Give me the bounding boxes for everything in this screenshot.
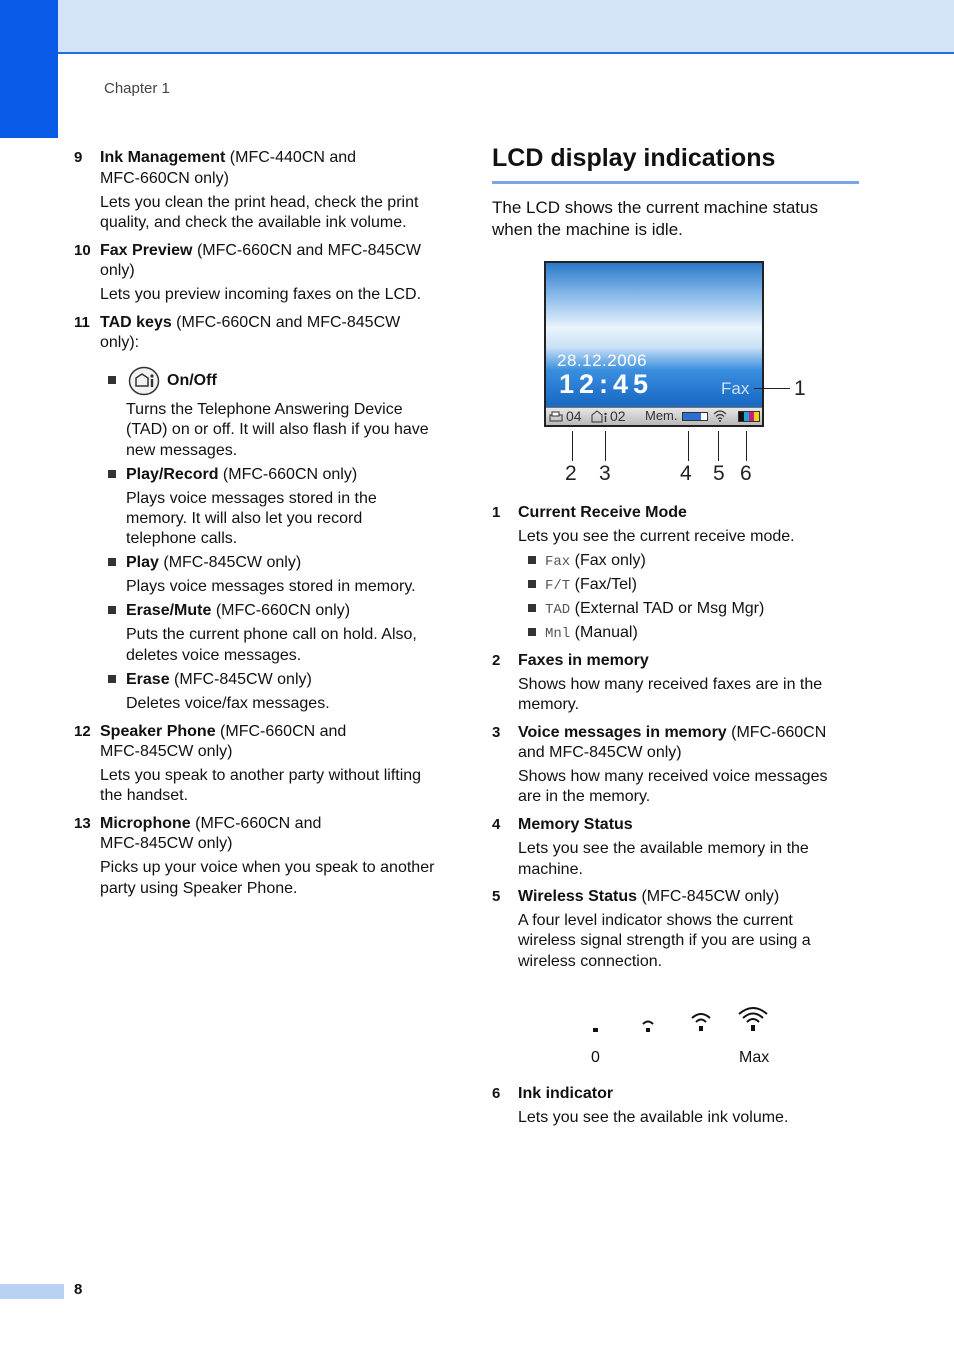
item-number: 3 bbox=[492, 724, 501, 741]
wireless-scale-min: 0 bbox=[591, 1049, 600, 1066]
tad-key-desc: telephone calls. bbox=[126, 530, 238, 547]
item-title: Fax Preview bbox=[100, 242, 193, 259]
ink-indicator-icon bbox=[738, 411, 760, 422]
item-desc: A four level indicator shows the current bbox=[518, 912, 793, 929]
item-title: Wireless Status bbox=[518, 888, 638, 905]
wireless-level-2-icon bbox=[689, 1010, 713, 1034]
chapter-tab bbox=[0, 0, 58, 138]
fax-memory-icon bbox=[549, 411, 563, 422]
lcd-mode: Fax bbox=[721, 379, 750, 398]
bullet bbox=[528, 604, 536, 612]
tad-key-title: Erase bbox=[126, 671, 170, 688]
tad-key-rest: (MFC-660CN only) bbox=[211, 602, 351, 619]
tad-key-rest: (MFC-845CW only) bbox=[169, 671, 312, 688]
mode-code: Fax bbox=[545, 554, 571, 570]
wireless-scale-max: Max bbox=[739, 1049, 770, 1066]
mode-code: TAD bbox=[545, 602, 571, 618]
item-title-line2: MFC-660CN only) bbox=[100, 170, 229, 187]
item-number: 1 bbox=[492, 504, 501, 521]
mode-item bbox=[545, 623, 638, 645]
tad-key-line bbox=[126, 553, 301, 574]
bullet bbox=[108, 675, 116, 683]
tad-key-rest: (MFC-660CN only) bbox=[218, 466, 358, 483]
item-title-rest: (MFC-845CW only) bbox=[637, 888, 780, 905]
callout-number: 6 bbox=[740, 462, 752, 485]
tad-key-desc: memory. It will also let you record bbox=[126, 510, 363, 527]
item-title-line bbox=[100, 241, 421, 262]
item-title: Ink indicator bbox=[518, 1085, 614, 1102]
wireless-level-1-icon bbox=[638, 1017, 658, 1035]
tad-key-title: On/Off bbox=[167, 372, 217, 389]
callout-number: 1 bbox=[794, 377, 806, 400]
item-number: 4 bbox=[492, 816, 501, 833]
item-title: TAD keys bbox=[100, 314, 172, 331]
wireless-level-0-icon bbox=[588, 1024, 602, 1036]
tad-key-desc: Turns the Telephone Answering Device bbox=[126, 401, 403, 418]
item-desc: the handset. bbox=[100, 787, 189, 804]
item-title-line2: MFC-845CW only) bbox=[100, 835, 233, 852]
section-heading: LCD display indications bbox=[492, 144, 776, 172]
callout-line bbox=[688, 431, 689, 461]
item-desc: Lets you speak to another party without lifting bbox=[100, 767, 422, 784]
wireless-status-icon bbox=[712, 409, 728, 423]
tad-key-title: Erase/Mute bbox=[126, 602, 212, 619]
lcd-fax-count: 04 bbox=[566, 408, 582, 424]
chapter-label: Chapter 1 bbox=[104, 80, 170, 97]
header-band bbox=[0, 0, 954, 54]
bullet bbox=[528, 556, 536, 564]
item-desc: party using Speaker Phone. bbox=[100, 880, 298, 897]
item-desc: Lets you see the available memory in the bbox=[518, 840, 809, 857]
tad-key-line bbox=[126, 601, 350, 622]
page-number: 8 bbox=[74, 1281, 83, 1298]
item-title-line bbox=[518, 723, 826, 744]
callout-line bbox=[572, 431, 573, 461]
bullet bbox=[528, 580, 536, 588]
item-title-line bbox=[100, 722, 346, 743]
bullet bbox=[108, 470, 116, 478]
tad-key-desc: Plays voice messages stored in the bbox=[126, 490, 377, 507]
item-title: Memory Status bbox=[518, 816, 633, 833]
mode-item bbox=[545, 599, 764, 621]
tad-key-line bbox=[126, 465, 357, 486]
tad-key-line bbox=[126, 670, 312, 691]
tad-key-desc: deletes voice messages. bbox=[126, 647, 302, 664]
bullet bbox=[528, 628, 536, 636]
tad-key-desc: Puts the current phone call on hold. Also, bbox=[126, 626, 417, 643]
item-number: 5 bbox=[492, 888, 501, 905]
item-desc: Shows how many received voice messages bbox=[518, 768, 828, 785]
item-desc: Lets you clean the print head, check the print bbox=[100, 194, 419, 211]
lcd-screen bbox=[544, 261, 764, 427]
item-title: Voice messages in memory bbox=[518, 724, 727, 741]
item-desc: Lets you see the available ink volume. bbox=[518, 1109, 789, 1126]
item-number: 2 bbox=[492, 652, 501, 669]
item-title: Speaker Phone bbox=[100, 723, 216, 740]
tad-key-desc: Plays voice messages stored in memory. bbox=[126, 578, 416, 595]
mode-item bbox=[545, 575, 637, 597]
item-desc: Lets you preview incoming faxes on the LCD. bbox=[100, 286, 422, 303]
mode-label: (Manual) bbox=[570, 624, 638, 641]
callout-number: 4 bbox=[680, 462, 692, 485]
item-title-rest: (MFC-660CN bbox=[726, 724, 827, 741]
item-title-line2: only) bbox=[100, 262, 135, 279]
item-title-line2: and MFC-845CW only) bbox=[518, 744, 682, 761]
item-number: 9 bbox=[74, 149, 83, 166]
item-title-line bbox=[100, 148, 356, 169]
callout-line bbox=[718, 431, 719, 461]
tad-key-title: Play/Record bbox=[126, 466, 219, 483]
lcd-time: 12:45 bbox=[559, 369, 654, 399]
item-title-line bbox=[518, 887, 779, 908]
voice-memory-icon bbox=[590, 410, 610, 423]
item-number: 11 bbox=[74, 314, 90, 331]
callout-line bbox=[754, 388, 790, 389]
item-desc: wireless signal strength if you are using a bbox=[518, 932, 811, 949]
tad-key-title: Play bbox=[126, 554, 159, 571]
heading-underline bbox=[492, 181, 859, 184]
item-title-rest: (MFC-660CN and bbox=[190, 815, 322, 832]
item-title: Microphone bbox=[100, 815, 191, 832]
item-title-line2: only): bbox=[100, 334, 140, 351]
lcd-date: 28.12.2006 bbox=[557, 351, 648, 370]
callout-number: 3 bbox=[599, 462, 611, 485]
item-title-rest: (MFC-660CN and MFC-845CW bbox=[171, 314, 401, 331]
callout-number: 5 bbox=[713, 462, 725, 485]
item-number: 10 bbox=[74, 242, 91, 259]
item-title-rest: (MFC-660CN and MFC-845CW bbox=[192, 242, 421, 259]
item-title-line bbox=[100, 313, 400, 334]
bullet bbox=[108, 376, 116, 384]
mode-code: Mnl bbox=[545, 626, 571, 642]
bullet bbox=[108, 606, 116, 614]
tad-key-desc: Deletes voice/fax messages. bbox=[126, 695, 330, 712]
section-intro: when the machine is idle. bbox=[492, 220, 683, 239]
tad-on-off-icon bbox=[128, 366, 160, 396]
callout-line bbox=[746, 431, 747, 461]
mode-item bbox=[545, 551, 646, 573]
callout-line bbox=[605, 431, 606, 461]
lcd-voice-count: 02 bbox=[610, 408, 626, 424]
item-title-line bbox=[100, 814, 321, 835]
tad-key-desc: (TAD) on or off. It will also flash if you have bbox=[126, 421, 429, 438]
item-title-rest: (MFC-660CN and bbox=[215, 723, 347, 740]
item-number: 12 bbox=[74, 723, 91, 740]
memory-gauge bbox=[682, 412, 708, 421]
item-title: Ink Management bbox=[100, 149, 226, 166]
item-title: Current Receive Mode bbox=[518, 504, 687, 521]
item-desc: memory. bbox=[518, 696, 580, 713]
mode-label: (External TAD or Msg Mgr) bbox=[570, 600, 765, 617]
item-title: Faxes in memory bbox=[518, 652, 649, 669]
mode-label: (Fax/Tel) bbox=[570, 576, 637, 593]
section-intro: The LCD shows the current machine status bbox=[492, 198, 818, 217]
lcd-status-strip bbox=[546, 407, 762, 425]
item-desc: quality, and check the available ink volume. bbox=[100, 214, 407, 231]
item-desc: machine. bbox=[518, 861, 583, 878]
mode-code: F/T bbox=[545, 578, 571, 594]
item-desc: wireless connection. bbox=[518, 953, 663, 970]
item-desc: Picks up your voice when you speak to another bbox=[100, 859, 435, 876]
item-desc: Shows how many received faxes are in the bbox=[518, 676, 823, 693]
memory-gauge-fill bbox=[683, 413, 701, 420]
tad-key-rest: (MFC-845CW only) bbox=[158, 554, 302, 571]
item-number: 13 bbox=[74, 815, 91, 832]
item-number: 6 bbox=[492, 1085, 501, 1102]
callout-number: 2 bbox=[565, 462, 577, 485]
item-desc: are in the memory. bbox=[518, 788, 651, 805]
page-number-bar bbox=[0, 1284, 64, 1299]
bullet bbox=[108, 558, 116, 566]
item-title-rest: (MFC-440CN and bbox=[225, 149, 357, 166]
mode-label: (Fax only) bbox=[570, 552, 646, 569]
lcd-mem-label: Mem. bbox=[645, 408, 678, 423]
item-desc: Lets you see the current receive mode. bbox=[518, 528, 795, 545]
tad-key-desc: new messages. bbox=[126, 442, 238, 459]
wireless-level-3-icon bbox=[737, 1005, 769, 1035]
item-title-line2: MFC-845CW only) bbox=[100, 743, 233, 760]
